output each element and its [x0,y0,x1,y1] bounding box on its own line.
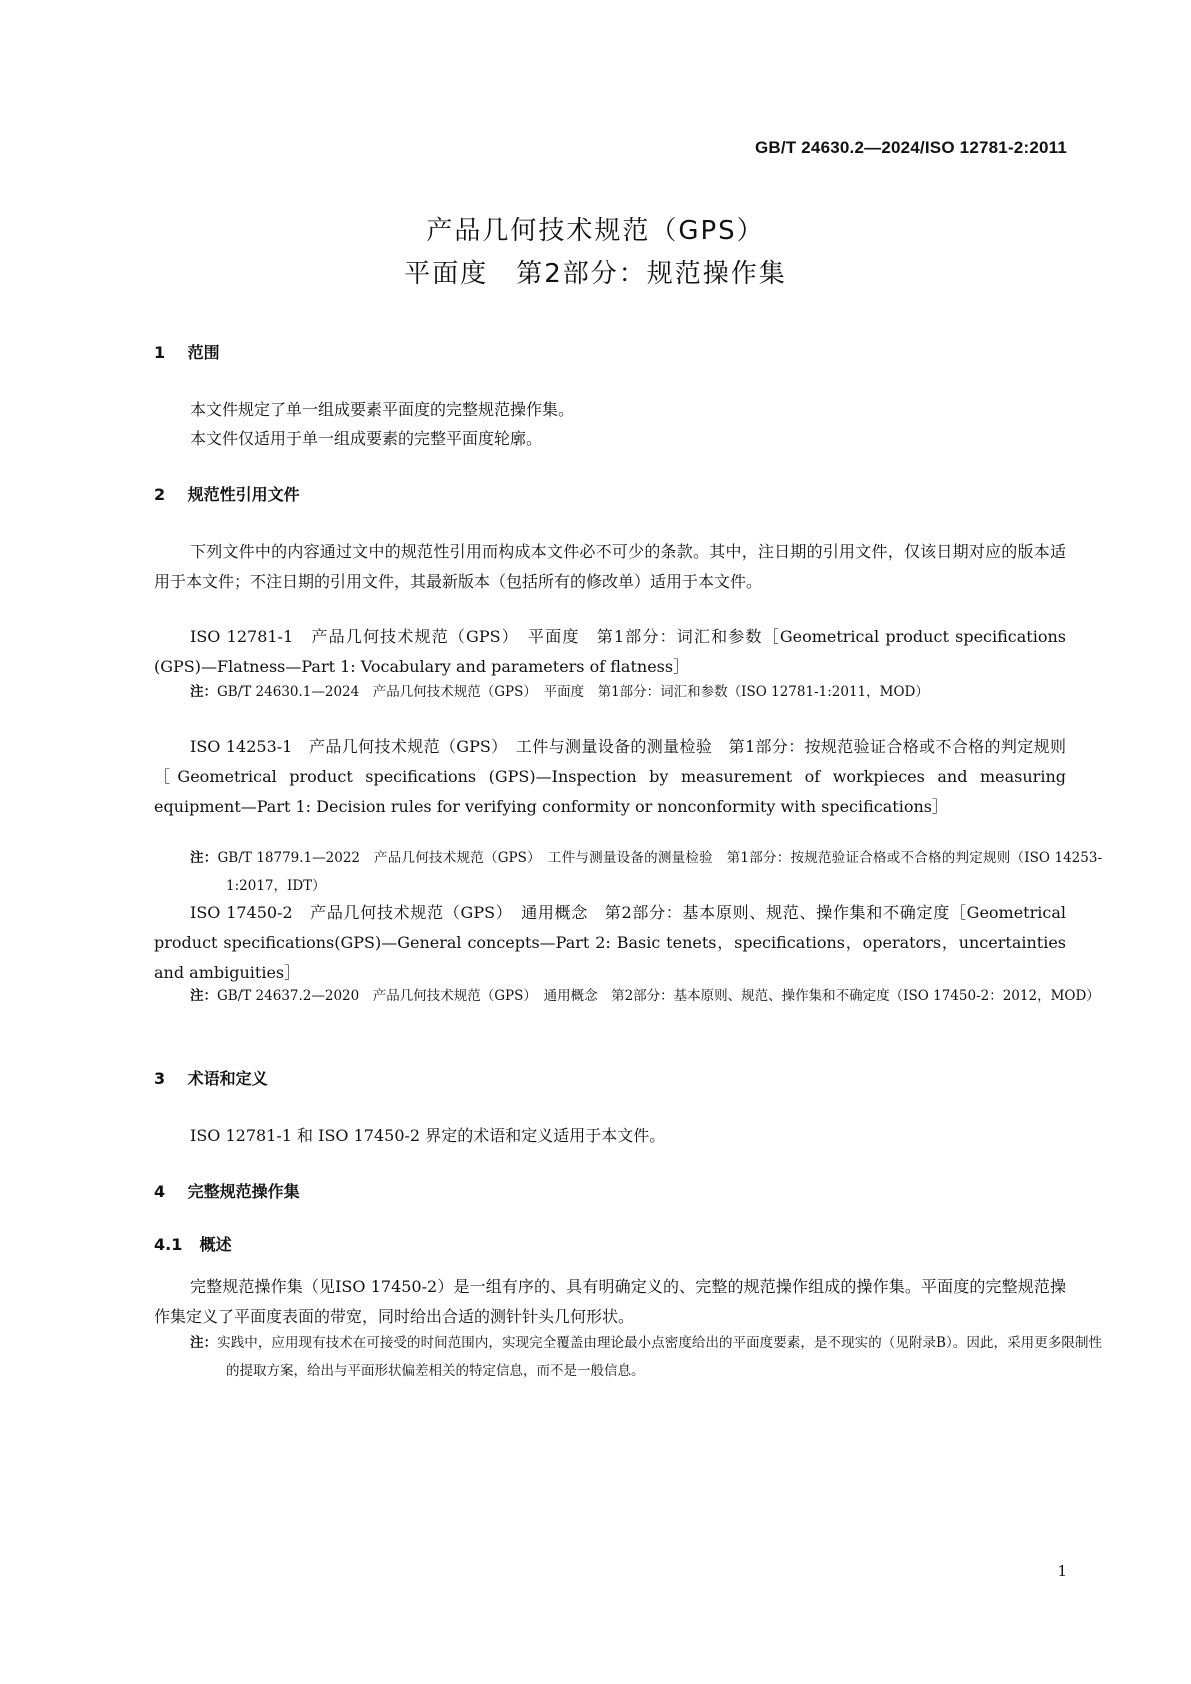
subsection-4-1-note [190,1329,1102,1385]
note-label: 注： [190,988,217,1004]
document-title-line1: 产品几何技术规范（GPS） [426,216,765,246]
note-text: GB/T 24637.2—2020 产品几何技术规范（GPS） 通用概念 第2部分：基本原则、规范、操作集和不确定度（ISO 17450-2：2012，MOD） [217,988,1100,1004]
subsection-4-1-heading [154,1232,232,1255]
section-1-heading [154,340,220,363]
note-text: GB/T 18779.1—2022 产品几何技术规范（GPS） 工件与测量设备的测量检验 第1部分：按规范验证合格或不合格的判定规则（ISO 14253-1:2017，IDT） [217,850,1103,894]
reference-iso-17450-2: ISO 17450-2 产品几何技术规范（GPS） 通用概念 第2部分：基本原则、规范、操作集和不确定度［Geometrical product specifications(GPS)—General concepts—Part 2: Basic tenets，specifications，operators，uncertainties and ambiguities］ [154,903,1067,982]
note-text: 实践中，应用现有技术在可接受的时间范围内，实现完全覆盖由理论最小点密度给出的平面度要素，是不现实的（见附录B）。因此，采用更多限制性的提取方案，给出与平面形状偏差相关的特定信息，而不是一般信息。 [217,1335,1103,1379]
note-label: 注： [190,1335,218,1351]
standard-code: GB/T 24630.2—2024/ISO 12781-2:2011 [754,138,1067,157]
note-label: 注： [190,850,218,866]
document-title-line2: 平面度 第2部分：规范操作集 [404,259,787,289]
reference-iso-14253-1: ISO 14253-1 产品几何技术规范（GPS） 工件与测量设备的测量检验 第1部分：按规范验证合格或不合格的判定规则［Geometrical product specifications (GPS)—Inspection by measurement of workpieces and measuring equipment—Part 1: Decision rules for verifying conformity or nonconformity with specifications］ [154,737,1066,816]
note-text: GB/T 24630.1—2024 产品几何技术规范（GPS） 平面度 第1部分：词汇和参数（ISO 12781-1:2011，MOD） [217,684,929,700]
section-3-heading [154,1066,268,1089]
note-label: 注： [190,684,217,700]
section-3-para: ISO 12781-1 和 ISO 17450-2 界定的术语和定义适用于本文件。 [190,1126,666,1145]
section-number: 3 [154,1069,166,1088]
section-2-intro: 下列文件中的内容通过文中的规范性引用而构成本文件必不可少的条款。其中，注日期的引用文件，仅该日期对应的版本适用于本文件；不注日期的引用文件，其最新版本（包括所有的修改单）适用于本文件。 [154,542,1066,591]
section-title: 规范性引用文件 [187,485,300,504]
reference-iso-12781-1: ISO 12781-1 产品几何技术规范（GPS） 平面度 第1部分：词汇和参数［Geometrical product specifications (GPS)—Flatness—Part 1: Vocabulary and parameters of flatness］ [154,627,1066,676]
section-title: 范围 [187,343,220,362]
section-title: 术语和定义 [187,1069,268,1088]
page-number: 1 [1057,1562,1067,1580]
section-title: 完整规范操作集 [187,1182,300,1201]
reference-note-3 [190,982,1102,1010]
section-2-heading [154,482,300,505]
section-number: 4 [154,1182,166,1201]
subsection-4-1-para: 完整规范操作集（见ISO 17450-2）是一组有序的、具有明确定义的、完整的规范操作组成的操作集。平面度的完整规范操作集定义了平面度表面的带宽，同时给出合适的测针针头几何形状。 [154,1277,1066,1326]
subsection-number: 4.1 [154,1235,183,1254]
section-1-para-2: 本文件仅适用于单一组成要素的完整平面度轮廓。 [190,429,543,448]
reference-note-1 [190,678,1102,706]
section-number: 2 [154,485,166,504]
section-1-para-1: 本文件规定了单一组成要素平面度的完整规范操作集。 [190,400,575,419]
section-number: 1 [154,343,166,362]
reference-note-2 [190,844,1102,900]
section-4-heading [154,1179,300,1202]
subsection-title: 概述 [199,1235,232,1254]
